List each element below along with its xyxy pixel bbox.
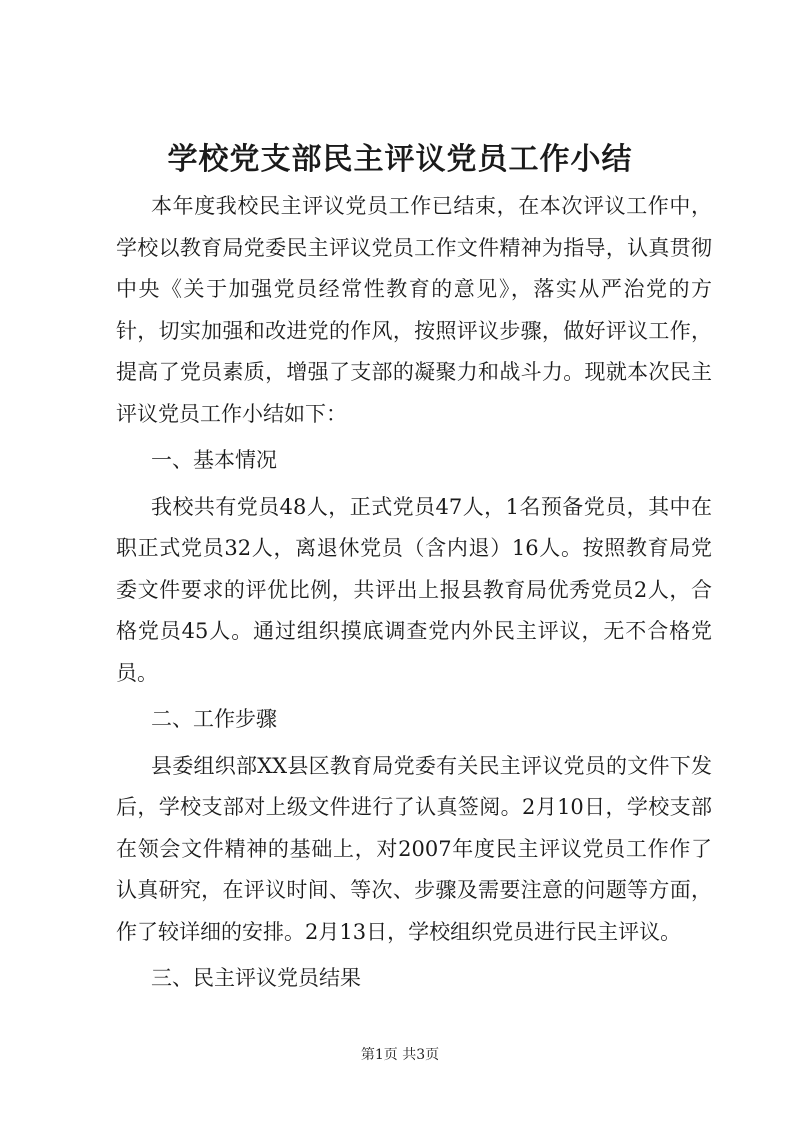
paragraph-intro: 本年度我校民主评议党员工作已结束，在本次评议工作中，学校以教育局党委民主评议党员工作文件精神为指导，认真贯彻中央《关于加强党员经常性教育的意见》，落实从严治党的方针，切实加强和改进党的作风，按照评议步骤，做好评议工作，提高了党员素质，增强了支部的凝聚力和战斗力。现就本次民主评议党员工作小结如下： [116, 194, 712, 426]
page-footer: 第1页 共3页 [360, 1047, 440, 1063]
paragraph-basic-info: 我校共有党员48人，正式党员47人，1名预备党员，其中在职正式党员32人，离退休党员（含内退）16人。按照教育局党委文件要求的评优比例，共评出上报县教育局优秀党员2人，合格党员45人。通过组织摸底调查党内外民主评议，无不合格党员。 [116, 494, 712, 685]
document-title: 学校党支部民主评议党员工作小结 [167, 142, 633, 177]
section-heading-basic-info: 一、基本情况 [151, 448, 277, 472]
paragraph-work-steps: 县委组织部XX县区教育局党委有关民主评议党员的文件下发后，学校支部对上级文件进行了认真签阅。2月10日，学校支部在领会文件精神的基础上，对2007年度民主评议党员工作作了认真研究，在评议时间、等次、步骤及需要注意的问题等方面，作了较详细的安排。2月13日，学校组织党员进行民主评议。 [116, 753, 712, 944]
section-heading-results: 三、民主评议党员结果 [151, 966, 361, 990]
document-body [116, 186, 712, 1005]
section-heading-work-steps: 二、工作步骤 [151, 707, 277, 731]
